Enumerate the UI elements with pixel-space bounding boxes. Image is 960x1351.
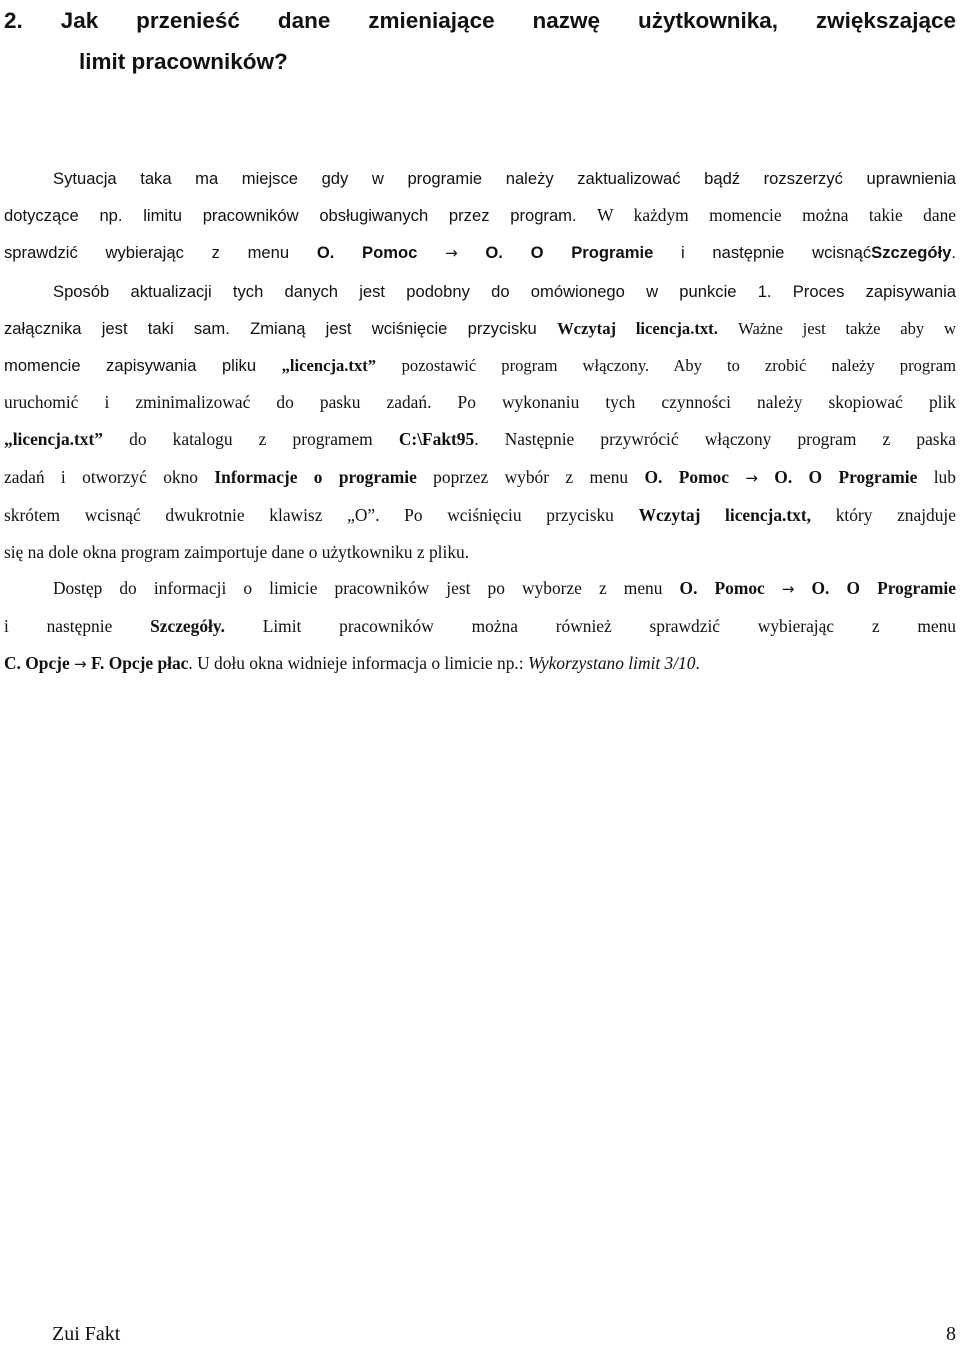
menu-help-2: O. Pomoc (644, 466, 729, 487)
p1-line-5: załącznika jest taki sam. Zmianą jest wciśnięcie przycisku Wczytaj licencja.txt. Ważne jest także aby w (4, 318, 957, 338)
footer-left: Zui Fakt (52, 1323, 121, 1345)
menu-options: C. Opcje (4, 653, 70, 674)
p1-line-3: sprawdzić wybierając z menu O. Pomoc → O. O Programie i następnie wcisnąćSzczegóły. (4, 243, 956, 263)
p1-line-6: momencie zapisywania pliku „licencja.txt” pozostawić program włączony. Aby to zrobić należy program (4, 356, 956, 376)
menu-about-3: O. O Programie (811, 578, 956, 598)
paragraph-2 (4, 570, 956, 684)
p1-line-11: się na dole okna program zaimportuje dane o użytkowniku z pliku. (4, 542, 470, 563)
p1-line-8: „licencja.txt” do katalogu z programem C:\Fakt95. Następnie przywrócić włączony program z paska (4, 429, 956, 450)
limit-example: Wykorzystano limit 3/10 (527, 653, 696, 674)
window-name: Informacje o programie (214, 466, 417, 487)
paragraph-1 (4, 160, 956, 571)
arrow-icon: → (445, 244, 458, 263)
p1-line-7: uruchomić i zminimalizować do pasku zadań. Po wykonaniu tych czynności należy skopiować plik (4, 392, 956, 413)
p1-line-4: Sposób aktualizacji tych danych jest podobny do omówionego w punkcie 1. Proces zapisywania (53, 281, 956, 301)
details-label-2: Szczegóły. (150, 616, 225, 637)
arrow-icon: → (781, 580, 795, 598)
load-license-label-2: Wczytaj licencja.txt, (638, 504, 811, 525)
file-name-2: „licencja.txt” (4, 429, 103, 450)
p1-line-1: Sytuacja taka ma miejsce gdy w programie należy zaktualizować bądź rozszerzyć uprawnienia (53, 169, 956, 188)
menu-help-3: O. Pomoc (679, 578, 765, 598)
section-heading (4, 0, 956, 82)
menu-pay-options: F. Opcje płac (90, 653, 189, 674)
p1-line-2: dotyczące np. limitu pracowników obsługiwanych przez program. W każdym momencie można takie dane (4, 205, 956, 226)
menu-help: O. Pomoc (316, 243, 418, 263)
heading-line-1: 2. Jak przenieść dane zmieniające nazwę użytkownika, zwiększające (4, 8, 956, 33)
arrow-icon: → (74, 655, 87, 674)
p1-line-9: zadań i otworzyć okno Informacje o programie poprzez wybór z menu O. Pomoc → O. O Programie lub (4, 466, 956, 487)
p2-line-2: i następnie Szczegóły. Limit pracowników można również sprawdzić wybierając z menu (4, 616, 956, 637)
key-o: „O” (347, 504, 376, 525)
menu-about-2: O. O Programie (774, 466, 918, 487)
load-license-label: Wczytaj licencja.txt (557, 318, 714, 338)
p2-line-3: C. Opcje → F. Opcje płac. U dołu okna widnieje informacja o limicie np.: Wykorzystano limit 3/10. (4, 653, 700, 674)
heading-line-2: limit pracowników? (79, 49, 288, 74)
file-name: „licencja.txt” (281, 356, 377, 376)
page-number: 8 (946, 1323, 956, 1345)
install-path: C:\Fakt95 (398, 429, 475, 450)
p2-line-1: Dostęp do informacji o limicie pracowników jest po wyborze z menu O. Pomoc → O. O Programie (53, 578, 956, 598)
arrow-icon: → (745, 468, 758, 487)
menu-about: O. O Programie (485, 243, 654, 263)
details-label: Szczegóły (871, 243, 952, 263)
p1-line-10: skrótem wcisnąć dwukrotnie klawisz „O”. Po wciśnięciu przycisku Wczytaj licencja.txt, który znajduje (4, 504, 956, 525)
